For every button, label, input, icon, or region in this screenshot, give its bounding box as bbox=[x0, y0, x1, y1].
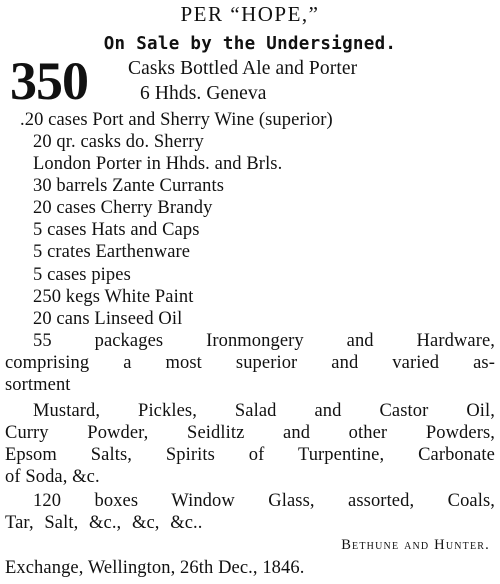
item-line: 5 cases Hats and Caps bbox=[33, 220, 200, 240]
item-line: 120 boxes Window Glass, assorted, Coals, bbox=[33, 491, 495, 511]
item-line: 20 cans Linseed Oil bbox=[33, 309, 183, 329]
item-line: Casks Bottled Ale and Porter bbox=[128, 58, 358, 79]
item-line: London Porter in Hhds. and Brls. bbox=[33, 154, 283, 174]
item-line: Epsom Salts, Spirits of Turpentine, Carbonate bbox=[5, 445, 495, 465]
item-line: 20 qr. casks do. Sherry bbox=[33, 132, 204, 152]
item-line: 5 crates Earthenware bbox=[33, 242, 191, 262]
subheadline: On Sale by the Undersigned. bbox=[103, 34, 397, 54]
item-line: Tar, Salt, &c., &c, &c.. bbox=[5, 513, 203, 533]
item-line: sortment bbox=[5, 375, 71, 395]
footer-line: Exchange, Wellington, 26th Dec., 1846. bbox=[5, 558, 305, 578]
quantity-number: 350 bbox=[10, 51, 88, 111]
item-line: 6 Hhds. Geneva bbox=[140, 83, 267, 104]
item-line: .20 cases Port and Sherry Wine (superior) bbox=[20, 110, 333, 130]
item-line: 250 kegs White Paint bbox=[33, 287, 194, 307]
item-line: of Soda, &c. bbox=[5, 467, 100, 487]
item-line: 30 barrels Zante Currants bbox=[33, 176, 225, 196]
item-line: Mustard, Pickles, Salad and Castor Oil, bbox=[33, 401, 495, 421]
item-line: comprising a most superior and varied as- bbox=[5, 353, 495, 373]
item-line: Curry Powder, Seidlitz and other Powders, bbox=[5, 423, 495, 443]
headline: PER “HOPE,” bbox=[180, 2, 320, 26]
item-line: 5 cases pipes bbox=[33, 265, 131, 285]
item-line: 55 packages Ironmongery and Hardware, bbox=[33, 331, 495, 351]
item-line: 20 cases Cherry Brandy bbox=[33, 198, 213, 218]
signature: Bethune and Hunter. bbox=[341, 537, 490, 553]
